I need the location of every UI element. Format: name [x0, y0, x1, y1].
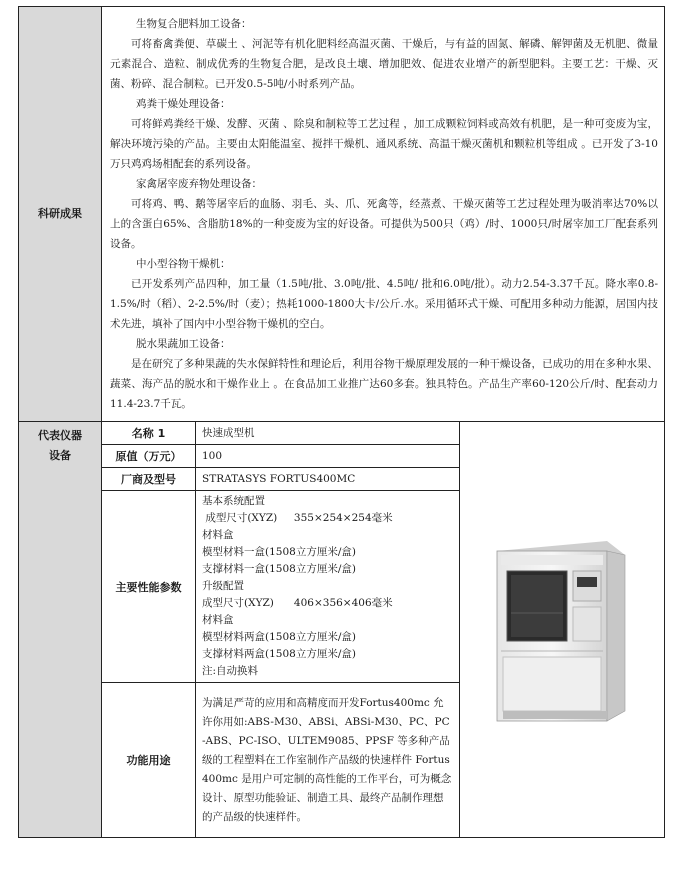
price-label: 原值（万元）	[102, 445, 196, 468]
specs-label: 主要性能参数	[102, 491, 196, 683]
maker-label: 厂商及型号	[102, 468, 196, 491]
research-item-heading: 鸡粪干燥处理设备：	[136, 98, 231, 110]
spec-line: 材料盒	[202, 529, 234, 541]
spec-line: 成型尺寸(XYZ) 406×356×406毫米	[202, 597, 393, 609]
research-item-heading: 中小型谷物干燥机：	[136, 258, 231, 270]
document-sheet	[18, 6, 664, 838]
research-item-body: 是在研究了多种果蔬的失水保鲜特性和理论后，利用谷物干燥原理发展的一种干燥设备，已成功的用在多种水果、蔬菜、海产品的脱水和干燥作业上 。在食品加工业推广达60多套。独具特色。产品生产率60-120公斤/时、配套动力11.4-23.7千瓦。	[110, 358, 658, 410]
research-item-body: 可将鲜鸡粪经干燥、发酵、灭菌 、除臭和制粒等工艺过程 ，加工成颗粒饲料或高效有机肥，是一种可变废为宝，解决环境污染的产品。主要由太阳能温室、搅拌干燥机、通风系统、高温干燥灭菌机和颗粒机等组成 。已开发了3-10万只鸡鸡场相配套的系列设备。	[110, 118, 658, 170]
research-label: 科研成果	[19, 7, 102, 422]
research-item-body: 可将畜禽粪便、草碳土 、河泥等有机化肥料经高温灭菌、干燥后，与有益的固氮、解磷、解钾菌及无机肥、微量元素混合、造粒、制成优秀的生物复合肥，是改良土壤、增加肥效、促进农业增产的新型肥料。主要工艺：干燥、灭菌、粉碎、混合制粒。已开发0.5-5吨/小时系列产品。	[110, 38, 658, 90]
info-table	[18, 6, 665, 838]
research-content	[102, 7, 665, 422]
name-label: 名称 1	[102, 422, 196, 445]
research-item-body: 已开发系列产品四种，加工量（1.5吨/批、3.0吨/批、4.5吨/ 批和6.0吨/批）。动力2.54-3.37千瓦。降水率0.8-1.5%/时（稻）、2-2.5%/时（麦）；热耗1000-1800大卡/公斤.水。采用循环式干燥、可配用多种动力能源，居国内技术先进，填补了国内中小型谷物干燥机的空白。	[110, 278, 658, 330]
spec-line: 模型材料两盒(1508立方厘米/盒)	[202, 631, 356, 643]
usage-label: 功能用途	[102, 683, 196, 838]
maker-value: STRATASYS FORTUS400MC	[196, 468, 460, 491]
spec-line: 支撑材料一盒(1508立方厘米/盒)	[202, 563, 356, 575]
instrument-label: 代表仪器设备	[19, 422, 102, 838]
3d-printer-image	[487, 533, 637, 723]
device-photo-cell	[460, 422, 665, 838]
research-item-body: 可将鸡、鸭、鹅等屠宰后的血肠、羽毛、头、爪、死禽等，经蒸煮、干燥灭菌等工艺过程处理为吸消率达70%以上的含蛋白65%、含脂肪18%的一种变废为宝的好设备。可提供为500只（鸡）/时、1000只/时屠宰加工厂配套系列设备。	[110, 198, 658, 250]
spec-line: 支撑材料两盒(1508立方厘米/盒)	[202, 648, 356, 660]
spec-line: 成型尺寸(XYZ) 355×254×254毫米	[202, 512, 393, 524]
specs-value	[196, 491, 460, 683]
research-item-heading: 家禽屠宰废弃物处理设备：	[136, 178, 262, 190]
usage-value: 为满足严苛的应用和高精度而开发Fortus400mc 允许你用如:ABS-M30、ABSi、ABSi-M30、PC、PC-ABS、PC-ISO、ULTEM9085、PPSF 等多种产品级的工程塑料在工作室制作产品级的快速样件 Fortus400mc 是用户可定制的高性能的工作平台，可为概念设计、原型功能验证、制造工具、最终产品制作理想的产品级的快速样件。	[196, 683, 460, 838]
spec-line: 模型材料一盒(1508立方厘米/盒)	[202, 546, 356, 558]
spec-line: 升级配置	[202, 580, 244, 592]
spec-line: 材料盒	[202, 614, 234, 626]
price-value: 100	[196, 445, 460, 468]
spec-line: 基本系统配置	[202, 495, 265, 507]
research-item-heading: 脱水果蔬加工设备：	[136, 338, 231, 350]
research-item-heading: 生物复合肥料加工设备：	[136, 18, 252, 30]
spec-line: 注:自动换料	[202, 665, 259, 677]
name-value: 快速成型机	[196, 422, 460, 445]
